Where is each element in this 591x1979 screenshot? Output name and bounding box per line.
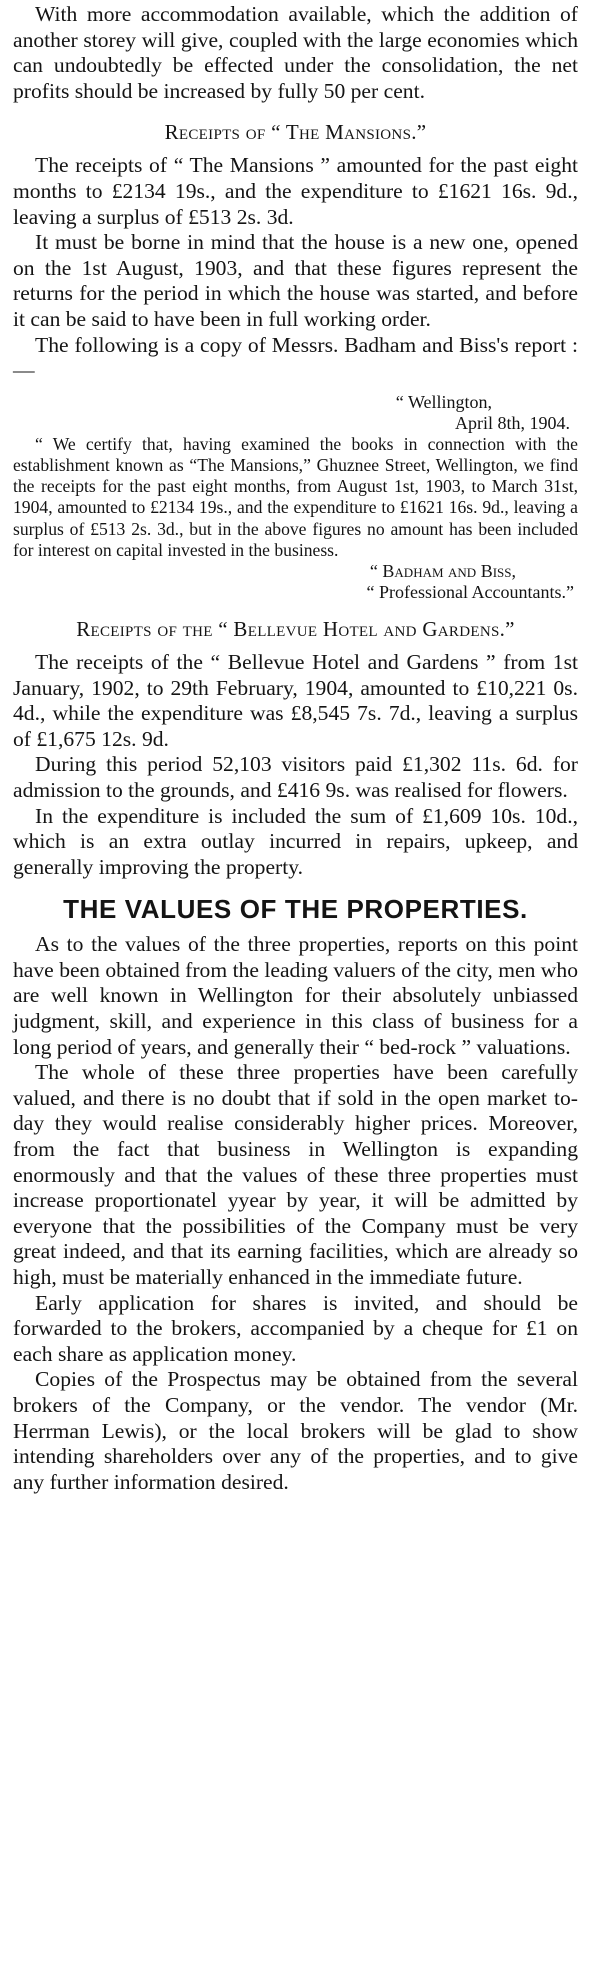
mansions-new-house-paragraph: It must be borne in mind that the house is a new one, opened on the 1st August, 1903, and that these figures represent the returns for the period in which the house was started, and before it can be said to have been in full working order. bbox=[13, 230, 578, 331]
signature-name: “ Badham and Biss, bbox=[369, 560, 516, 581]
report-date: April 8th, 1904. bbox=[455, 412, 570, 433]
bellevue-expenditure-paragraph: In the expenditure is included the sum of £1,609 10s. 10d., which is an extra outlay incurred in repairs, upkeep, and generally improving the property. bbox=[13, 803, 578, 879]
bellevue-heading: Receipts of the “ Bellevue Hotel and Gardens.” bbox=[76, 616, 515, 641]
report-dateline bbox=[13, 392, 578, 434]
values-application-paragraph: Early application for shares is invited, and should be forwarded to the brokers, accompanied by a cheque for £1 on each share as application money. bbox=[13, 1290, 578, 1366]
report-place: “ Wellington, bbox=[395, 391, 492, 412]
bellevue-visitors-paragraph: During this period 52,103 visitors paid £1,302 11s. 6d. for admission to the grounds, and £416 9s. was realised for flowers. bbox=[13, 752, 578, 802]
report-body: “ We certify that, having examined the books in connection with the establishment known as “The Mansions,” Ghuznee Street, Wellington, we find the receipts for the past eight months, from August 1st, 1903, to March 31st, 1904, amounted to £2134 19s., and the expenditure to £1621 16s. 9d., leaving a surplus of £513 2s. 3d., but in the above figures no amount has been included for interest on capital invested in the business. bbox=[13, 433, 578, 560]
bellevue-receipts-paragraph: The receipts of the “ Bellevue Hotel and Gardens ” from 1st January, 1902, to 29th February, 1904, amounted to £10,221 0s. 4d., while the expenditure was £8,545 7s. 7d., leaving a surplus of £1,675 12s. 9d. bbox=[13, 649, 578, 751]
mansions-heading: Receipts of “ The Mansions.” bbox=[164, 120, 427, 145]
values-heading: THE VALUES OF THE PROPERTIES. bbox=[63, 894, 528, 925]
mansions-report-intro: The following is a copy of Messrs. Badham and Biss's report : — bbox=[13, 332, 578, 383]
values-reports-paragraph: As to the values of the three properties, reports on this point have been obtained from the leading valuers of the city, men who are well known in Wellington for their absolutely unbiassed judgment, skill, and experience in this class of business for a long period of years, and generally their “ bed-rock ” valuations. bbox=[13, 932, 578, 1059]
values-prospectus-paragraph: Copies of the Prospectus may be obtained from the several brokers of the Company, or the vendor. The vendor (Mr. Herrman Lewis), or the local brokers will be glad to show intending shareholders over any of the properties, and to give any further information desired. bbox=[13, 1367, 578, 1494]
values-valuation-paragraph: The whole of these three properties have been carefully valued, and there is no doubt that if sold in the open market to-day they would realise considerably higher prices. Moreover, from the fact that business in Wellington is expanding enormously and that the values of these three properties must increase proportionatel yyear by year, it will be admitted by everyone that the possibilities of the Company must be very great indeed, and that its earning facilities, which are already so high, must be materially enhanced in the immediate future. bbox=[13, 1060, 578, 1289]
report-signature bbox=[13, 561, 578, 603]
signature-title: “ Professional Accountants.” bbox=[366, 581, 574, 602]
mansions-receipts-paragraph: The receipts of “ The Mansions ” amounted for the past eight months to £2134 19s., and the expenditure to £1621 16s. 9d., leaving a surplus of £513 2s. 3d. bbox=[13, 153, 578, 229]
intro-paragraph: With more accommodation available, which the addition of another storey will give, coupled with the large economies which can undoubtedly be effected under the consolidation, the net profits should be increased by fully 50 per cent. bbox=[13, 2, 578, 103]
